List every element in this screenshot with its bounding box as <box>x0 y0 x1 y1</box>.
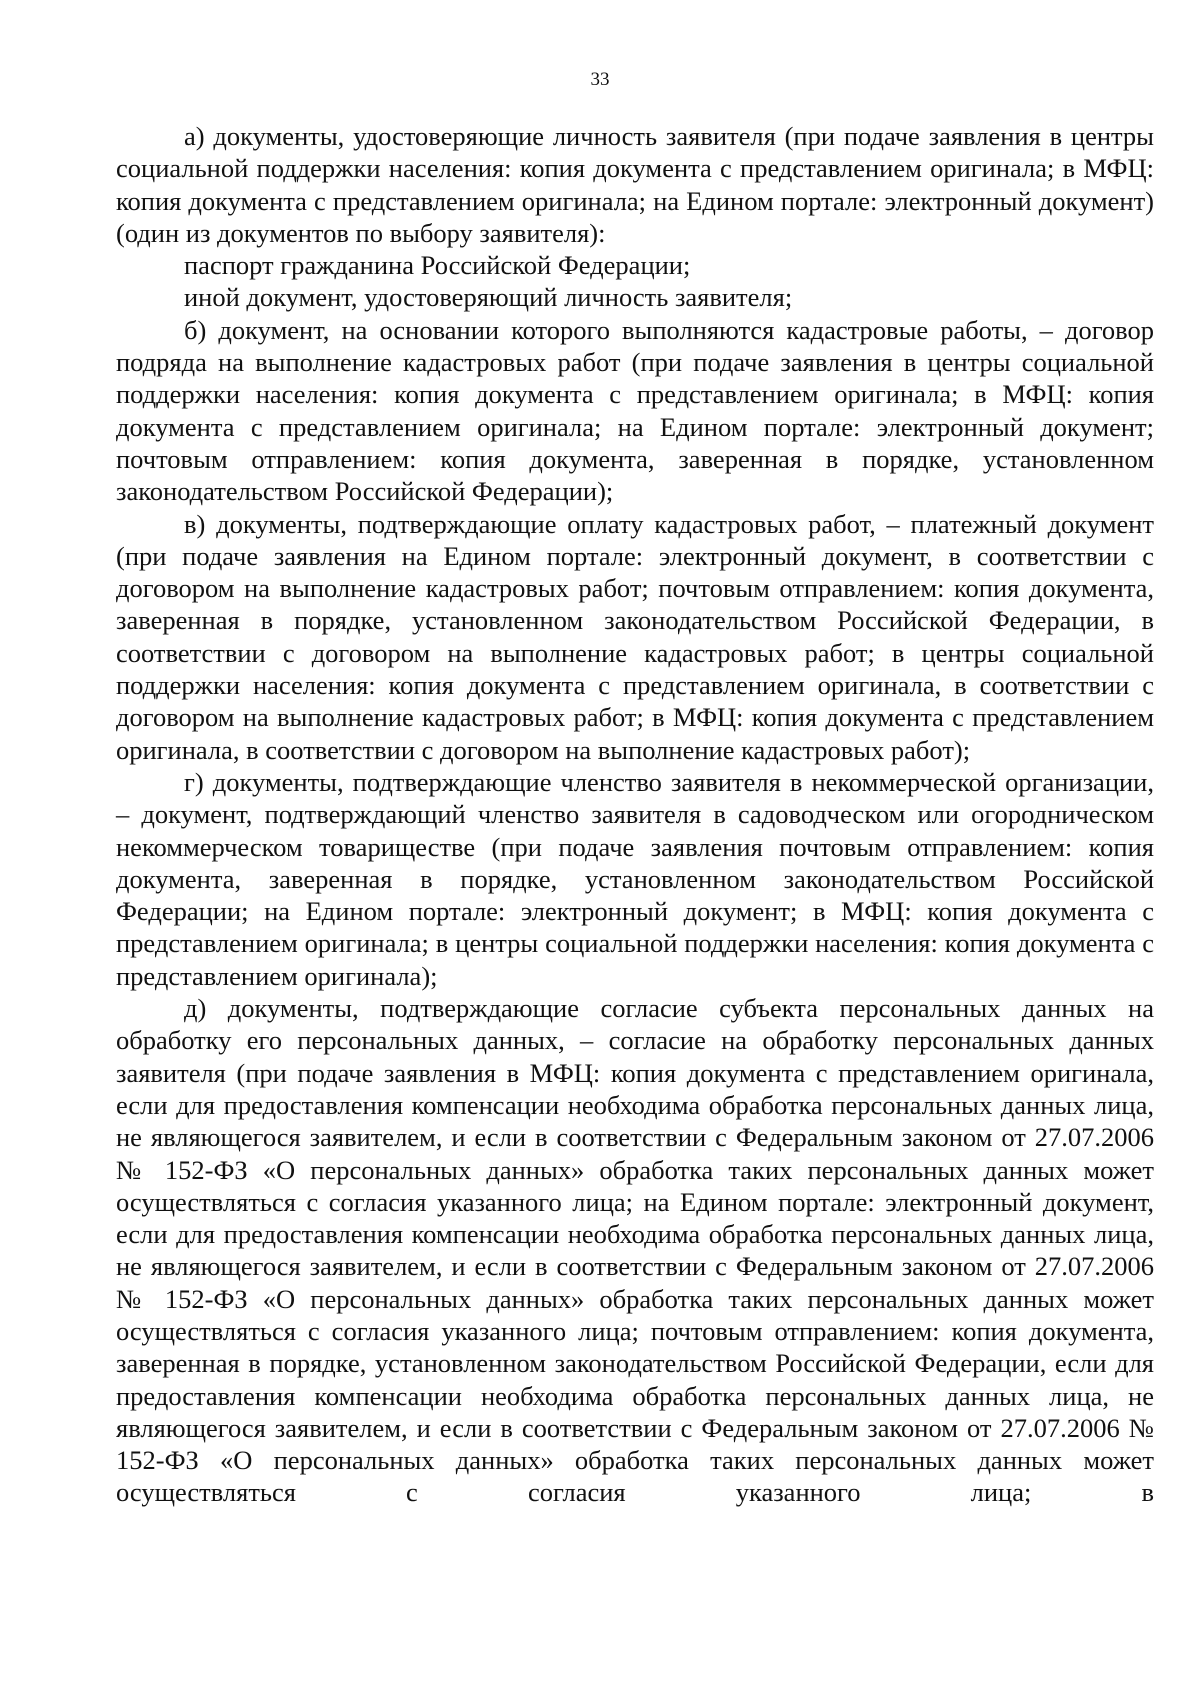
paragraph-passport: паспорт гражданина Российской Федерации; <box>184 250 691 281</box>
paragraph-item-v: в) документы, подтверждающие оплату кадастровых работ, – платежный документ (при подаче заявления на Едином портале: электронный документ, в соответствии с договором на выполнение кадастровых работ; почтовым отправлением: копия документа, заверенная в порядке, установленном законодательством Российской Федерации, в соответствии с договором на выполнение кадастровых работ; в центры социальной поддержки населения: копия документа с представлением оригинала, в соответствии с договором на выполнение кадастровых работ; в МФЦ: копия документа с представлением оригинала, в соответствии с договором на выполнение кадастровых работ); <box>116 508 1154 765</box>
document-body <box>116 120 1154 1509</box>
paragraph-item-g: г) документы, подтверждающие членство заявителя в некоммерческой организации, – документ, подтверждающий членство заявителя в садоводческом или огородническом некоммерческом товариществе (при подаче заявления почтовым отправлением: копия документа, заверенная в порядке, установленном законодательством Российской Федерации; на Едином портале: электронный документ; в МФЦ: копия документа с представлением оригинала; в центры социальной поддержки населения: копия документа с представлением оригинала); <box>116 766 1154 991</box>
paragraph-other-id: иной документ, удостоверяющий личность заявителя; <box>184 282 793 313</box>
paragraph-item-a: а) документы, удостоверяющие личность заявителя (при подаче заявления в центры социальной поддержки населения: копия документа с представлением оригинала; в МФЦ: копия документа с представлением оригинала; на Едином портале: электронный документ) (один из документов по выбору заявителя): <box>116 121 1154 248</box>
paragraph-item-b: б) документ, на основании которого выполняются кадастровые работы, – договор подряда на выполнение кадастровых работ (при подаче заявления в центры социальной поддержки населения: копия документа с представлением оригинала; в МФЦ: копия документа с представлением оригинала; на Едином портале: электронный документ; почтовым отправлением: копия документа, заверенная в порядке, установленном законодательством Российской Федерации); <box>116 314 1154 507</box>
page-number: 33 <box>590 69 610 90</box>
paragraph-item-d: д) документы, подтверждающие согласие субъекта персональных данных на обработку его персональных данных, – согласие на обработку персональных данных заявителя (при подаче заявления в МФЦ: копия документа с представлением оригинала, если для предоставления компенсации необходима обработка персональных данных лица, не являющегося заявителем, и если в соответствии с Федеральным законом от 27.07.2006 № 152-ФЗ «О персональных данных» обработка таких персональных данных может осуществляться с согласия указанного лица; на Едином портале: электронный документ, если для предоставления компенсации необходима обработка персональных данных лица, не являющегося заявителем, и если в соответствии с Федеральным законом от 27.07.2006 № 152-ФЗ «О персональных данных» обработка таких персональных данных может осуществляться с согласия указанного лица; почтовым отправлением: копия документа, заверенная в порядке, установленном законодательством Российской Федерации, если для предоставления компенсации необходима обработка персональных данных лица, не являющегося заявителем, и если в соответствии с Федеральным законом от 27.07.2006 № 152-ФЗ «О персональных данных» обработка таких персональных данных может осуществляться с согласия указанного лица; в <box>116 993 1154 1508</box>
